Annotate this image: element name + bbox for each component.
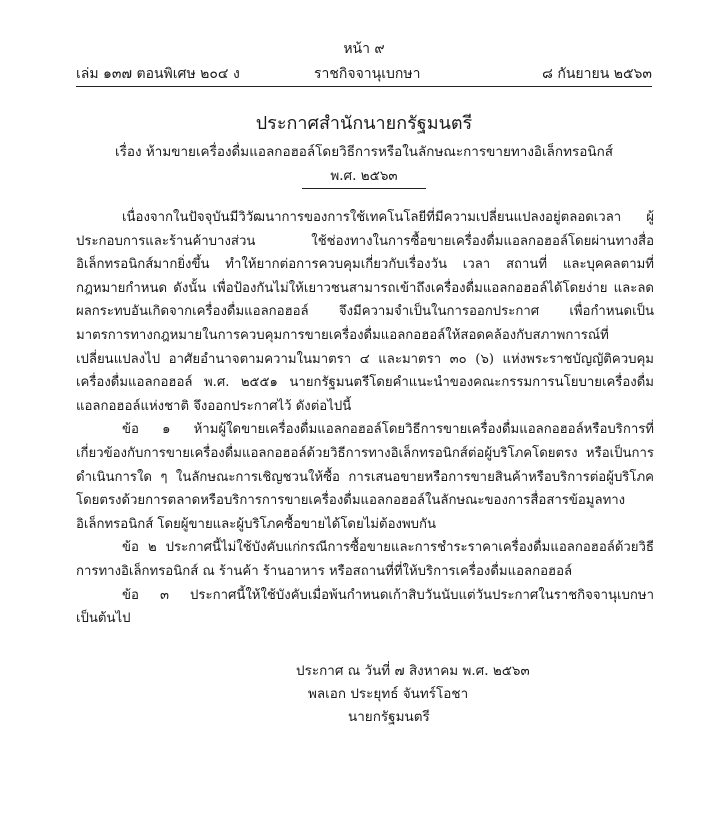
announcement-year: พ.ศ. ๒๕๖๓ bbox=[330, 168, 398, 184]
gazette-date: ๘ กันยายน ๒๕๖๓ bbox=[542, 66, 652, 82]
title-divider bbox=[302, 188, 426, 189]
clause-2-paragraph: ข้อ ๒ ประกาศนี้ไม่ใช้บังคับแก่กรณีการซื้อขายและการชำระราคาเครื่องดื่มแอลกอฮอล์ด้วยวิธีการทางอิเล็กทรอนิกส์ ณ ร้านค้า ร้านอาหาร หรือสถานที่ที่ให้บริการเครื่องดื่มแอลกอฮอล์ bbox=[76, 540, 654, 579]
gazette-header bbox=[76, 64, 652, 84]
announcement-title: ประกาศสำนักนายกรัฐมนตรี bbox=[255, 113, 473, 134]
signature-block bbox=[296, 660, 556, 729]
signatory-name: พลเอก ประยุทธ์ จันทร์โอชา bbox=[308, 686, 469, 702]
announcement-subject: เรื่อง ห้ามขายเครื่องดื่มแอลกอฮอล์โดยวิธีการหรือในลักษณะการขายทางอิเล็กทรอนิกส์ bbox=[114, 144, 614, 160]
announcement-body bbox=[76, 206, 654, 631]
page-number: หน้า ๙ bbox=[343, 41, 385, 57]
clause-1-paragraph: ข้อ ๑ ห้ามผู้ใดขายเครื่องดื่มแอลกอฮอล์โดยวิธีการขายเครื่องดื่มแอลกอฮอล์หรือบริการที่เกี่ยวข้องกับการขายเครื่องดื่มแอลกอฮอล์ด้วยวิธีการทางอิเล็กทรอนิกส์ต่อผู้บริโภคโดยตรง หรือเป็นการดำเนินการใด ๆ ในลักษณะการเชิญชวนให้ซื้อ การเสนอขายหรือการขายสินค้าหรือบริการต่อผู้บริโภคโดยตรงด้วยการตลาดหรือบริการการขายเครื่องดื่มแอลกอฮอล์ในลักษณะของการสื่อสารข้อมูลทางอิเล็กทรอนิกส์ โดยผู้ขายและผู้บริโภคซื้อขายได้โดยไม่ต้องพบกัน bbox=[76, 422, 654, 532]
signatory-position: นายกรัฐมนตรี bbox=[348, 709, 430, 725]
signature-date: ประกาศ ณ วันที่ ๗ สิงหาคม พ.ศ. ๒๕๖๓ bbox=[296, 663, 530, 679]
volume-issue: เล่ม ๑๓๗ ตอนพิเศษ ๒๐๔ ง bbox=[76, 66, 240, 82]
preamble-paragraph: เนื่องจากในปัจจุบันมีวิวัฒนาการของการใช้เทคโนโลยีที่มีความเปลี่ยนแปลงอยู่ตลอดเวลา ผู้ประกอบการและร้านค้าบางส่วน ใช้ช่องทางในการซื้อขายเครื่องดื่มแอลกอฮอล์โดยผ่านทางสื่ออิเล็กทรอนิกส์มากยิ่งขึ้น ทำให้ยากต่อการควบคุมเกี่ยวกับเรื่องวัน เวลา สถานที่ และบุคคลตามที่กฎหมายกำหนด ดังนั้น เพื่อป้องกันไม่ให้เยาวชนสามารถเข้าถึงเครื่องดื่มแอลกอฮอล์ได้โดยง่าย และลดผลกระทบอันเกิดจากเครื่องดื่มแอลกอฮอล์ จึงมีความจำเป็นในการออกประกาศ เพื่อกำหนดเป็นมาตรการทางกฎหมายในการควบคุมการขายเครื่องดื่มแอลกอฮอล์ให้สอดคล้องกับสภาพการณ์ที่เปลี่ยนแปลงไป อาศัยอำนาจตามความในมาตรา ๔ และมาตรา ๓๐ (๖) แห่งพระราชบัญญัติควบคุมเครื่องดื่มแอลกอฮอล์ พ.ศ. ๒๕๕๑ นายกรัฐมนตรีโดยคำแนะนำของคณะกรรมการนโยบายเครื่องดื่มแอลกอฮอล์แห่งชาติ จึงออกประกาศไว้ ดังต่อไปนี้ bbox=[76, 210, 654, 414]
header-divider bbox=[76, 86, 652, 87]
clause-3-paragraph: ข้อ ๓ ประกาศนี้ให้ใช้บังคับเมื่อพ้นกำหนดเก้าสิบวันนับแต่วันประกาศในราชกิจจานุเบกษาเป็นต้นไป bbox=[76, 587, 654, 627]
gazette-name: ราชกิจจานุเบกษา bbox=[314, 66, 421, 82]
